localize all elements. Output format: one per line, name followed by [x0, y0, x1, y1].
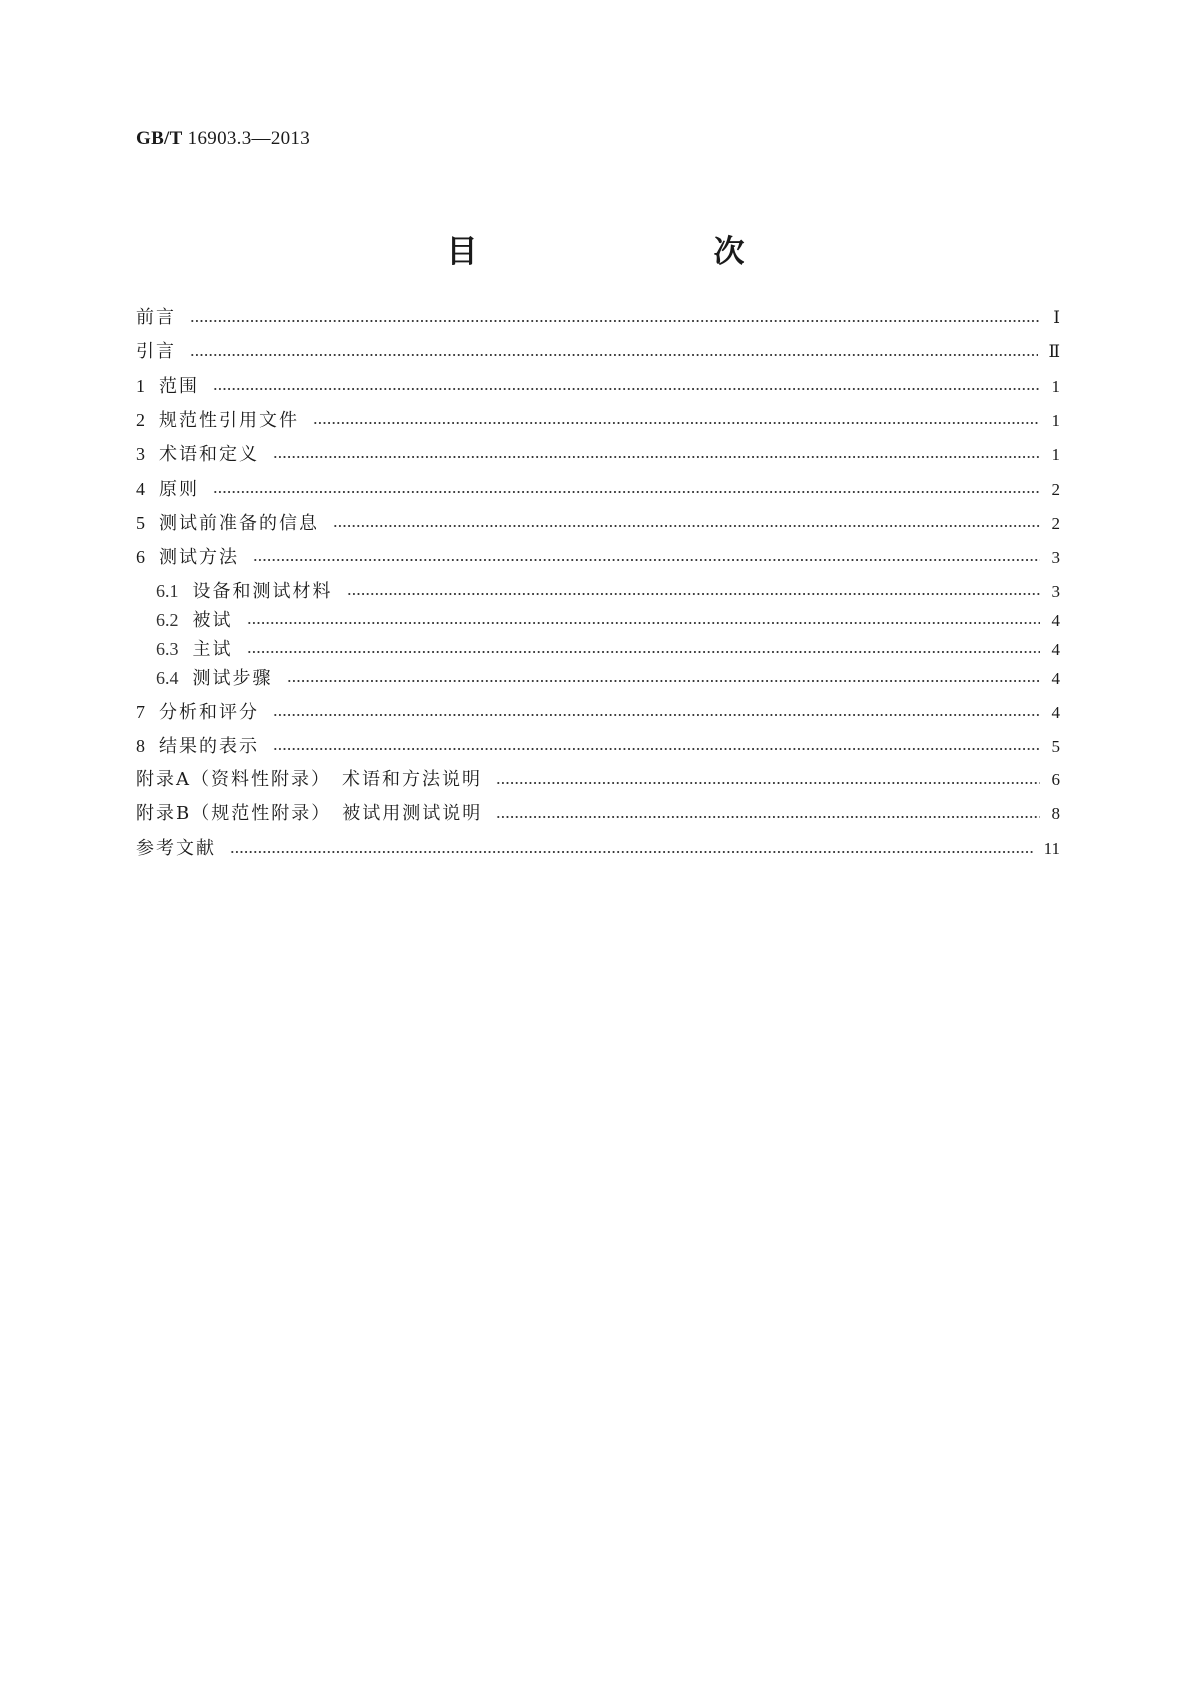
dot-leader [273, 748, 1040, 750]
toc-entry-page: 3 [1051, 548, 1060, 567]
toc-entry-label: 原则 [159, 479, 199, 500]
toc-entry-page: 6 [1051, 770, 1060, 789]
toc-entry-page: 2 [1051, 480, 1060, 499]
toc-entry-number: 3 [136, 444, 145, 464]
dot-leader [190, 354, 1038, 356]
toc-entry-page: 11 [1043, 839, 1060, 858]
toc-entry-label: 结果的表示 [159, 736, 259, 757]
toc-entry-number: 5 [136, 513, 145, 533]
toc-entry-number: 7 [136, 702, 145, 722]
toc-entry-number: 6.4 [156, 668, 179, 688]
toc-entry-page: 1 [1051, 411, 1060, 430]
dot-leader [273, 714, 1040, 716]
toc-entry-label: 设备和测试材料 [192, 581, 333, 602]
toc-entry-label: 附录A（资料性附录） 术语和方法说明 [136, 769, 482, 790]
toc-entry-label: 前言 [136, 307, 176, 328]
toc-entry-bibliography[interactable] [136, 836, 1060, 862]
toc-entry-label: 引言 [136, 341, 176, 362]
toc-entry-label: 主试 [192, 639, 233, 660]
toc-entry-subjects[interactable] [156, 607, 1060, 633]
toc-entry-label: 附录B（规范性附录） 被试用测试说明 [136, 803, 483, 824]
dot-leader [190, 320, 1040, 322]
toc-entry-number: 2 [136, 410, 145, 430]
toc-entry-scope[interactable] [136, 373, 1060, 399]
toc-entry-label: 范围 [159, 376, 199, 397]
dot-leader [247, 622, 1041, 624]
toc-entry-label: 术语和定义 [159, 444, 259, 465]
toc-entry-page: 4 [1051, 669, 1060, 688]
standard-code [136, 128, 310, 150]
dot-leader [247, 651, 1041, 653]
dot-leader [230, 851, 1034, 853]
dot-leader [333, 525, 1040, 527]
page-title: 目 次 [446, 234, 803, 270]
toc-entry-procedure[interactable] [156, 665, 1060, 691]
toc-entry-page: 1 [1051, 445, 1060, 464]
dot-leader [496, 816, 1040, 818]
dot-leader [273, 456, 1040, 458]
toc-entry-page: 1 [1051, 377, 1060, 396]
toc-entry-examiner[interactable] [156, 636, 1060, 662]
dot-leader [496, 782, 1040, 784]
toc-entry-page: 8 [1051, 804, 1060, 823]
toc-entry-principles[interactable] [136, 476, 1060, 502]
dot-leader [347, 593, 1041, 595]
dot-leader [213, 491, 1040, 493]
toc-entry-number: 6.1 [156, 581, 179, 601]
toc-entry-label: 规范性引用文件 [159, 410, 299, 431]
toc-entry-number: 1 [136, 376, 145, 396]
toc-entry-test-method[interactable] [136, 544, 1060, 570]
toc-entry-page: 5 [1051, 737, 1060, 756]
toc-entry-introduction[interactable] [136, 339, 1060, 365]
toc-entry-label: 分析和评分 [159, 702, 259, 723]
dot-leader [213, 388, 1040, 390]
dot-leader [313, 422, 1040, 424]
toc-entry-label: 测试步骤 [192, 668, 273, 689]
toc-entry-label: 测试方法 [159, 547, 239, 568]
toc-entry-foreword[interactable] [136, 305, 1060, 331]
toc-entry-terms[interactable] [136, 441, 1060, 467]
dot-leader [253, 559, 1040, 561]
toc-entry-page: 4 [1051, 611, 1060, 630]
toc-entry-page: Ⅰ [1053, 308, 1060, 327]
toc-entry-label: 参考文献 [136, 838, 216, 859]
toc-entry-pretest-info[interactable] [136, 510, 1060, 536]
standard-code-number: 16903.3—2013 [187, 128, 311, 149]
toc-entry-page: 2 [1051, 514, 1060, 533]
toc-entry-number: 8 [136, 736, 145, 756]
toc-entry-number: 6.3 [156, 639, 179, 659]
toc-entry-page: Ⅱ [1048, 342, 1060, 361]
toc-entry-annex-b[interactable] [136, 801, 1060, 827]
toc-entry-normative-references[interactable] [136, 407, 1060, 433]
standard-code-prefix: GB/T [136, 128, 183, 149]
toc-entry-label: 被试 [192, 610, 233, 631]
toc-entry-equipment[interactable] [156, 578, 1060, 604]
toc-entry-annex-a[interactable] [136, 767, 1060, 793]
toc-entry-page: 4 [1051, 703, 1060, 722]
toc-entry-analysis[interactable] [136, 699, 1060, 725]
toc-entry-results[interactable] [136, 733, 1060, 759]
toc-entry-number: 6.2 [156, 610, 179, 630]
toc-entry-number: 6 [136, 547, 145, 567]
dot-leader [287, 680, 1041, 682]
toc-entry-page: 4 [1051, 640, 1060, 659]
toc-entry-number: 4 [136, 479, 145, 499]
toc-entry-label: 测试前准备的信息 [159, 513, 319, 534]
toc-entry-page: 3 [1051, 582, 1060, 601]
